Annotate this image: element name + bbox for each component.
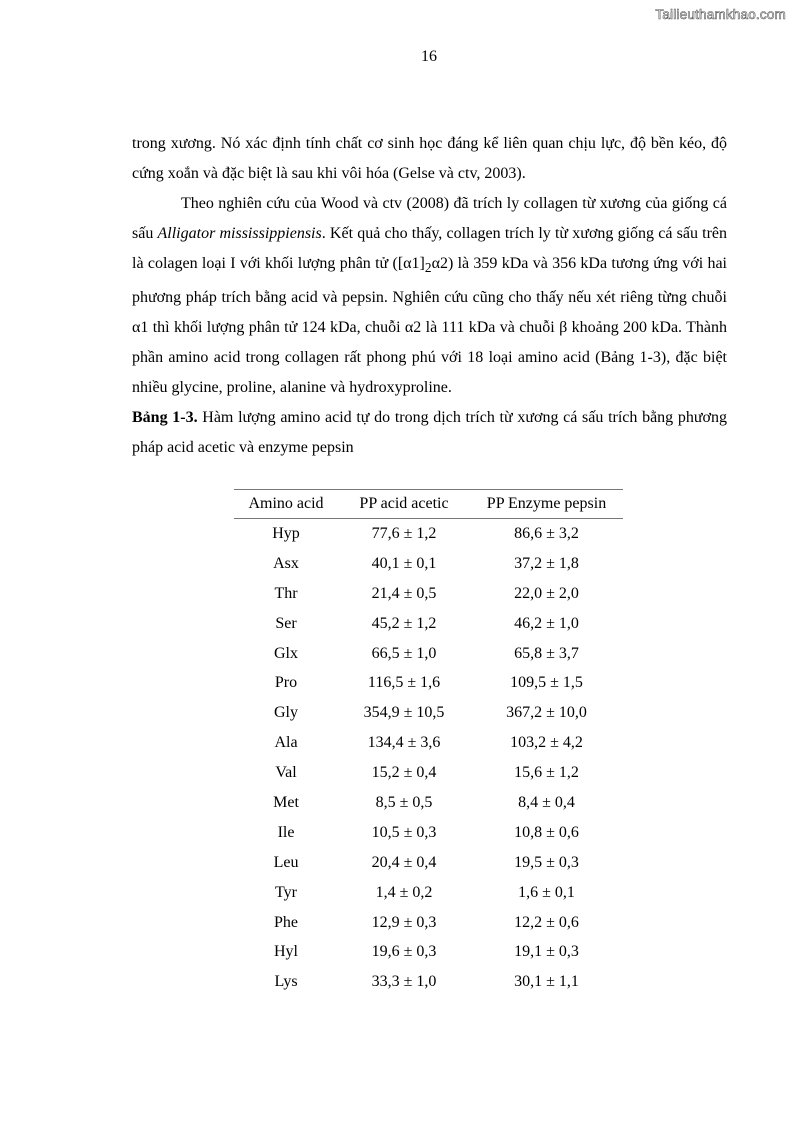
table-header-row (234, 490, 623, 519)
table-row (234, 668, 623, 698)
cell-acid-acetic: 19,6 ± 0,3 (371, 943, 437, 961)
cell-amino-acid: Glx (274, 644, 298, 662)
header-amino-acid: Amino acid (234, 490, 338, 519)
paragraph-2 (132, 189, 727, 403)
cell-enzyme-pepsin: 367,2 ± 10,0 (506, 704, 587, 722)
table-caption-text: Hàm lượng amino acid tự do trong dịch trích từ xương cá sấu trích bằng phương pháp acid acetic và enzyme pepsin (132, 409, 727, 457)
cell-acid-acetic: 21,4 ± 0,5 (371, 584, 437, 602)
subscript-2: 2 (424, 260, 432, 276)
cell-enzyme-pepsin: 10,8 ± 0,6 (514, 823, 579, 841)
table-row (234, 579, 623, 609)
cell-acid-acetic: 12,9 ± 0,3 (371, 913, 437, 931)
cell-amino-acid: Asx (273, 554, 299, 572)
cell-enzyme-pepsin: 15,6 ± 1,2 (514, 764, 579, 782)
table-row (234, 908, 623, 938)
cell-enzyme-pepsin: 109,5 ± 1,5 (510, 674, 583, 692)
cell-enzyme-pepsin: 37,2 ± 1,8 (514, 554, 579, 572)
cell-amino-acid: Gly (274, 704, 298, 722)
watermark-text: Tailieuthamkhao.com (655, 7, 786, 22)
cell-acid-acetic: 20,4 ± 0,4 (371, 853, 437, 871)
table-row (234, 818, 623, 848)
cell-acid-acetic: 33,3 ± 1,0 (371, 973, 437, 991)
cell-amino-acid: Lys (274, 973, 298, 991)
cell-amino-acid: Pro (274, 674, 298, 692)
cell-amino-acid: Hyl (274, 943, 298, 961)
cell-amino-acid: Ala (274, 734, 298, 752)
table-body (234, 519, 623, 1000)
cell-acid-acetic: 10,5 ± 0,3 (371, 823, 437, 841)
cell-acid-acetic: 77,6 ± 1,2 (371, 524, 437, 542)
cell-amino-acid: Hyp (272, 524, 300, 542)
cell-amino-acid: Phe (274, 913, 298, 931)
table-caption (132, 403, 727, 463)
table-row (234, 788, 623, 818)
table-row (234, 549, 623, 579)
cell-acid-acetic: 40,1 ± 0,1 (371, 554, 437, 572)
table-row (234, 728, 623, 758)
cell-amino-acid: Ser (275, 614, 297, 632)
cell-acid-acetic: 8,5 ± 0,5 (375, 793, 433, 811)
cell-acid-acetic: 354,9 ± 10,5 (363, 704, 445, 722)
table-row (234, 758, 623, 788)
cell-enzyme-pepsin: 103,2 ± 4,2 (510, 734, 583, 752)
table-row (234, 609, 623, 639)
cell-enzyme-pepsin: 65,8 ± 3,7 (514, 644, 579, 662)
table-row (234, 698, 623, 728)
cell-enzyme-pepsin: 46,2 ± 1,0 (514, 614, 579, 632)
cell-acid-acetic: 15,2 ± 0,4 (371, 764, 437, 782)
cell-enzyme-pepsin: 22,0 ± 2,0 (514, 584, 579, 602)
paragraph-2-text-b: . Kết quả cho thấy, collagen trích ly từ xương giống cá sấu trên là colagen loại I với khối lượng phân tử ([α1] (132, 225, 728, 272)
cell-acid-acetic: 45,2 ± 1,2 (371, 614, 437, 632)
paragraph-2-text-c: α2) là 359 kDa và 356 kDa tương ứng với hai phương pháp trích bằng acid và pepsin. Nghiên cứu cũng cho thấy nếu xét riêng từng chuỗi α1 thì khối lượng phân tử 124 kDa, chuỗi α2 là 111 kDa và chuỗi β khoảng 200 kDa. Thành phần amino acid trong collagen rất phong phú với 18 loại amino acid (Bảng 1-3), đặc biệt nhiều glycine, proline, alanine và hydroxyproline. (132, 255, 727, 397)
cell-amino-acid: Thr (274, 584, 298, 602)
page-number: 16 (421, 48, 437, 65)
cell-acid-acetic: 66,5 ± 1,0 (371, 644, 437, 662)
paragraph-1: trong xương. Nó xác định tính chất cơ sinh học đáng kể liên quan chịu lực, độ bền kéo, độ cứng xoắn và đặc biệt là sau khi vôi hóa (Gelse và ctv, 2003). (132, 135, 727, 182)
cell-amino-acid: Tyr (275, 883, 297, 901)
cell-enzyme-pepsin: 8,4 ± 0,4 (518, 793, 575, 811)
cell-acid-acetic: 116,5 ± 1,6 (367, 674, 441, 692)
paragraph-2-text-a: Theo nghiên cứu của Wood và ctv (2008) đã trích ly collagen từ xương của giống cá sấu (132, 195, 727, 242)
table-row (234, 937, 623, 967)
cell-amino-acid: Ile (277, 823, 295, 841)
cell-enzyme-pepsin: 30,1 ± 1,1 (514, 973, 579, 991)
table-row (234, 519, 623, 549)
table-row (234, 639, 623, 669)
table-row (234, 878, 623, 908)
header-acid-acetic: PP acid acetic (338, 490, 470, 519)
table-caption-label: Bảng 1-3. (132, 409, 198, 427)
cell-amino-acid: Val (275, 764, 297, 782)
cell-acid-acetic: 1,4 ± 0,2 (375, 883, 433, 901)
cell-acid-acetic: 134,4 ± 3,6 (367, 734, 441, 752)
cell-enzyme-pepsin: 19,5 ± 0,3 (514, 853, 579, 871)
table-row (234, 967, 623, 999)
cell-enzyme-pepsin: 1,6 ± 0,1 (518, 883, 575, 901)
cell-amino-acid: Met (273, 793, 299, 811)
header-enzyme-pepsin: PP Enzyme pepsin (470, 490, 623, 519)
cell-enzyme-pepsin: 86,6 ± 3,2 (514, 524, 579, 542)
amino-acid-table (234, 489, 623, 999)
table-row (234, 848, 623, 878)
species-name: Alligator mississippiensis (157, 225, 322, 242)
cell-amino-acid: Leu (273, 853, 299, 871)
cell-enzyme-pepsin: 19,1 ± 0,3 (514, 943, 579, 961)
body-text (132, 129, 727, 463)
cell-enzyme-pepsin: 12,2 ± 0,6 (514, 913, 579, 931)
